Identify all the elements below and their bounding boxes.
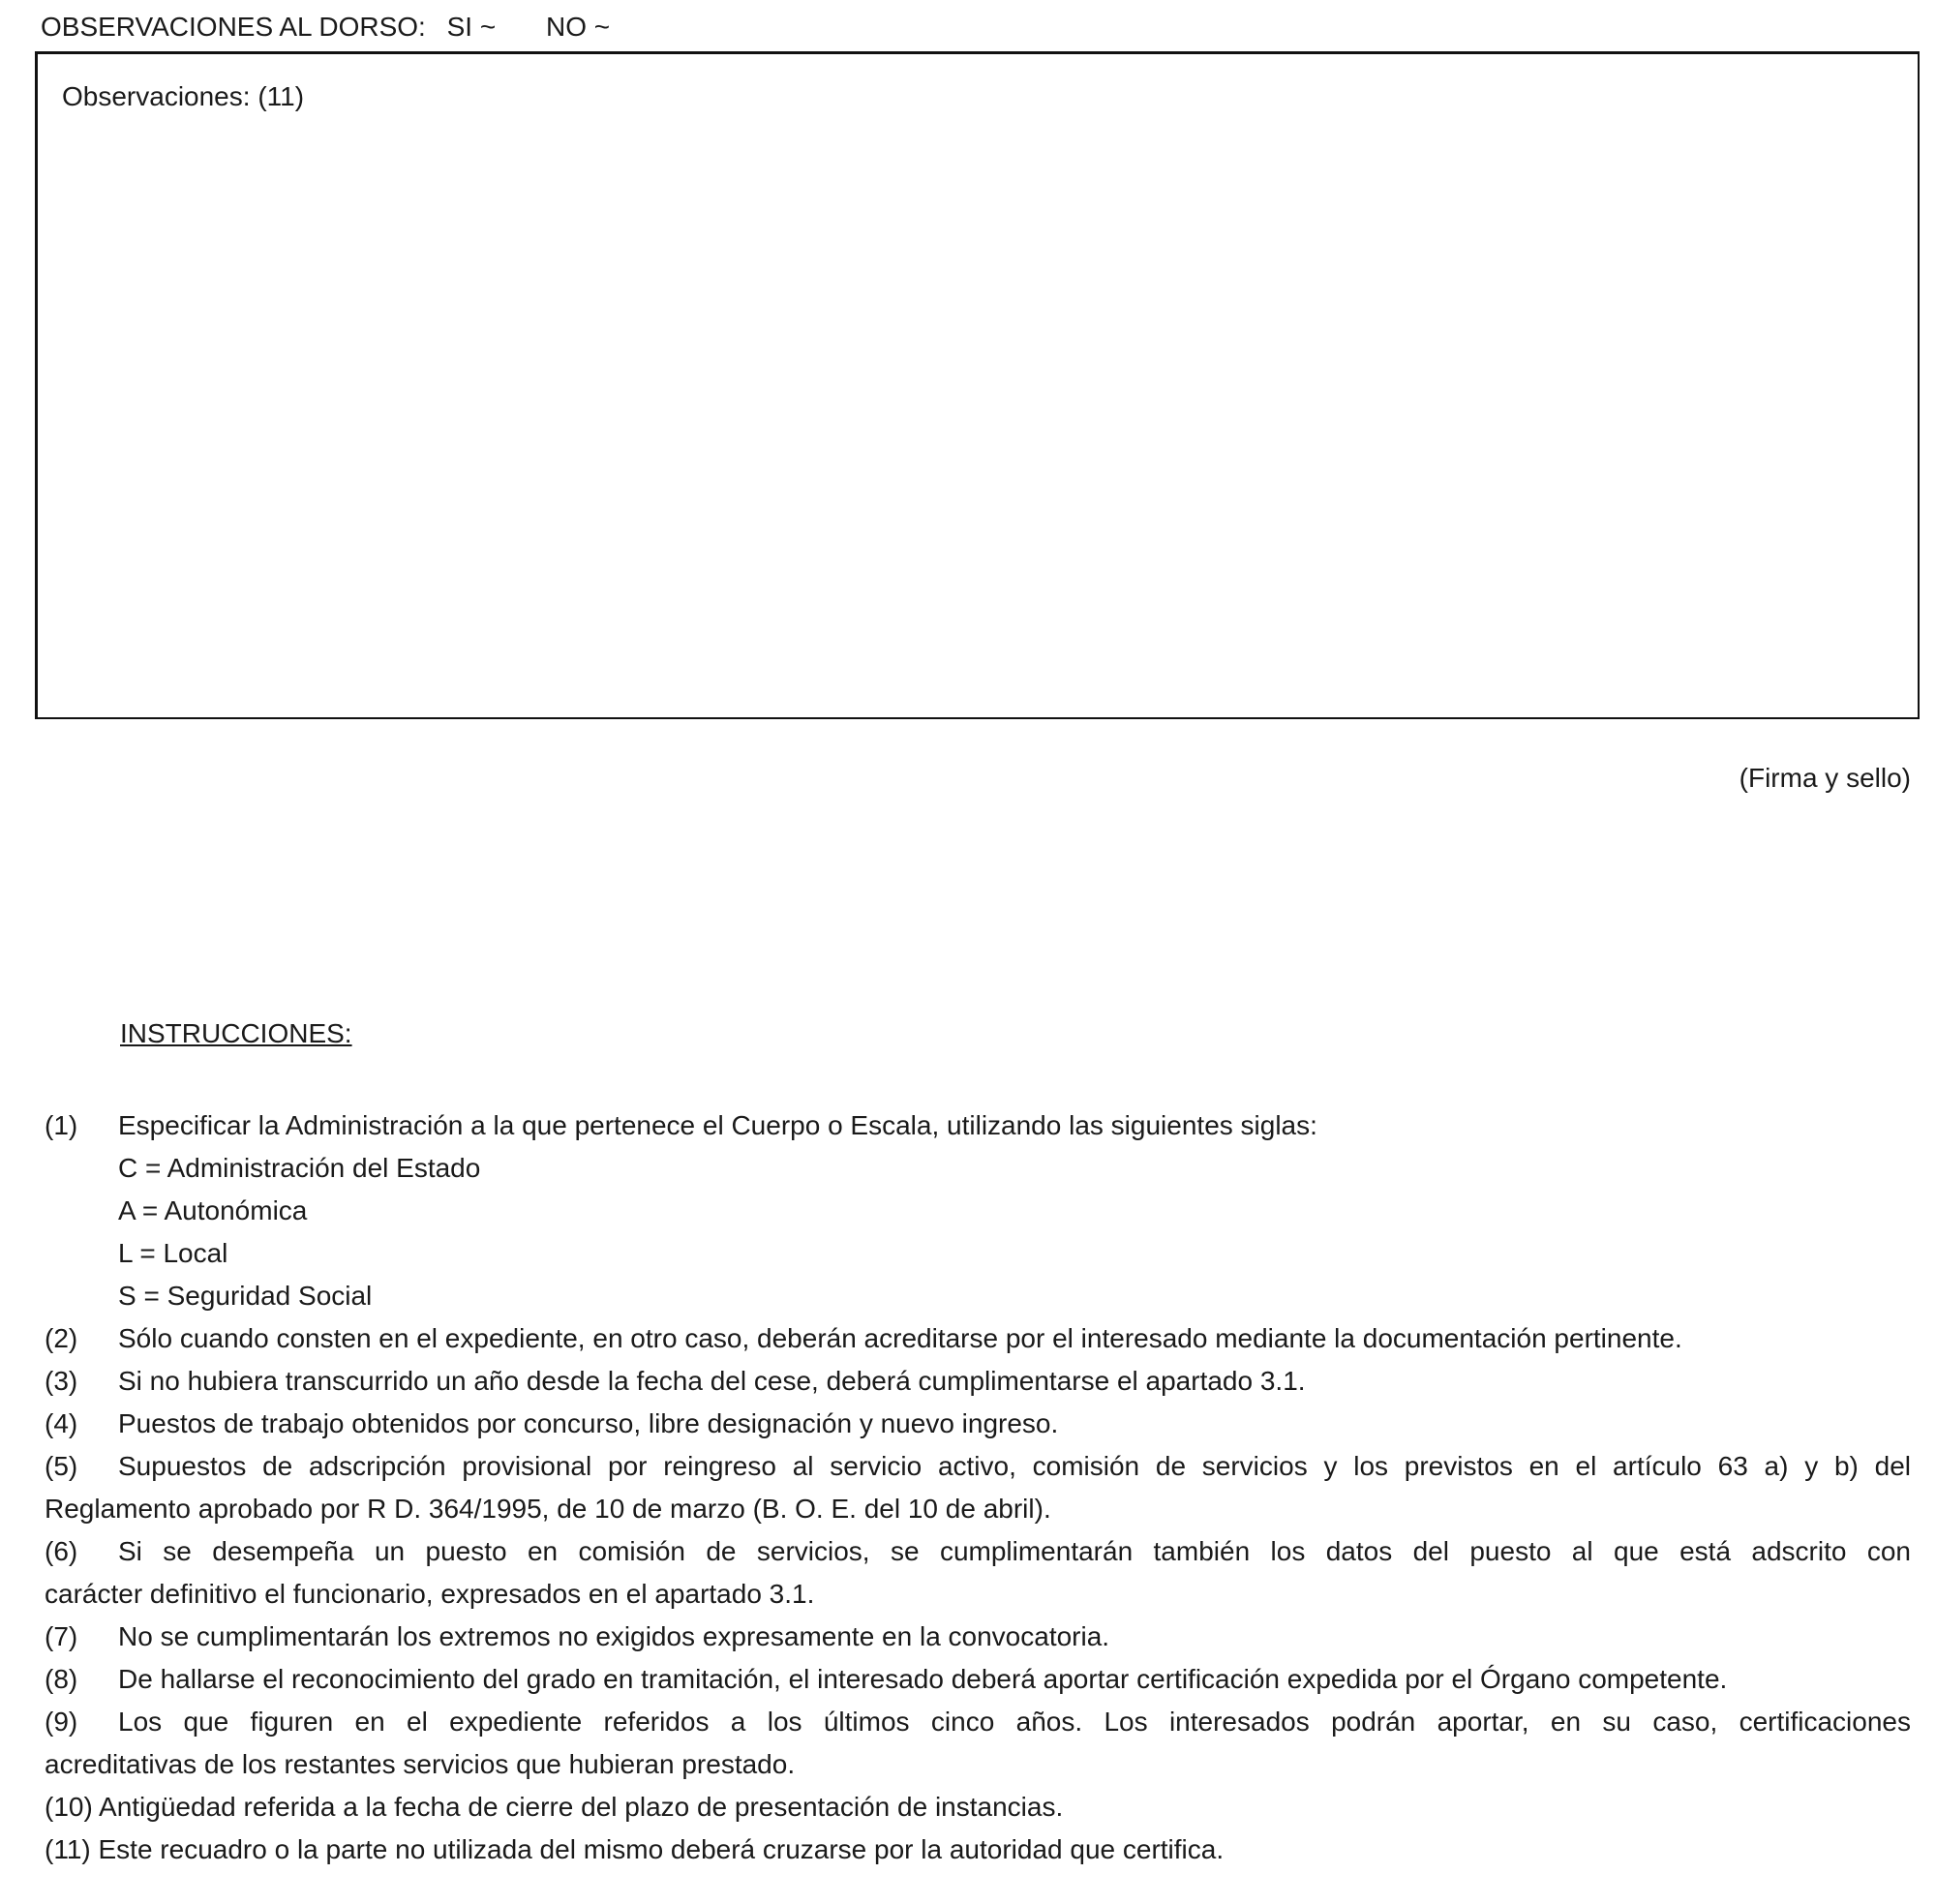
item-number: (9): [45, 1707, 78, 1737]
observaciones-label: Observaciones: (11): [62, 81, 305, 111]
item-number: (2): [45, 1323, 78, 1353]
code-c: C = Administración del Estado: [118, 1153, 481, 1183]
item-text: No se cumplimentarán los extremos no exigidos expresamente en la convocatoria.: [118, 1621, 1110, 1651]
instruction-item-9: [45, 1701, 1911, 1743]
item-text: Si no hubiera transcurrido un año desde la fecha del cese, deberá cumplimentarse el apartado 3.1.: [118, 1366, 1306, 1396]
item-number: (4): [45, 1408, 78, 1438]
instruction-item-10: [45, 1786, 1911, 1828]
instruction-item-4: [45, 1403, 1911, 1445]
code-s: S = Seguridad Social: [118, 1281, 373, 1311]
item-text: Los que figuren en el expediente referidos a los últimos cinco años. Los interesados podrán aportar, en su caso, certificaciones: [118, 1707, 1911, 1737]
observaciones-dorso-header: [41, 12, 623, 43]
code-a: A = Autonómica: [118, 1195, 308, 1225]
item-text: Este recuadro o la parte no utilizada del mismo deberá cruzarse por la autoridad que certifica.: [98, 1834, 1225, 1864]
item-number: (3): [45, 1366, 78, 1396]
instruction-item-6-cont: carácter definitivo el funcionario, expresados en el apartado 3.1.: [45, 1579, 815, 1609]
item-text: Si se desempeña un puesto en comisión de servicios, se cumplimentarán también los datos del puesto al que está adscrito con: [118, 1536, 1911, 1566]
instrucciones-title: INSTRUCCIONES:: [120, 1018, 352, 1048]
firma-y-sello: (Firma y sello): [1739, 763, 1911, 793]
instruction-item-6: [45, 1530, 1911, 1573]
observaciones-box[interactable]: [35, 51, 1920, 719]
instruction-item-9-cont: acreditativas de los restantes servicios que hubieran prestado.: [45, 1749, 796, 1779]
instruction-item-2: [45, 1317, 1911, 1360]
item-number: (1): [45, 1110, 78, 1140]
item-number: (6): [45, 1536, 78, 1566]
option-no[interactable]: NO ~: [545, 12, 611, 42]
item-text: Supuestos de adscripción provisional por reingreso al servicio activo, comisión de servicios y los previstos en el artículo 63 a) y b) del: [118, 1451, 1911, 1481]
item-text: Antigüedad referida a la fecha de cierre del plazo de presentación de instancias.: [99, 1792, 1064, 1822]
header-label: OBSERVACIONES AL DORSO:: [41, 12, 426, 42]
instruction-item-11: [45, 1828, 1911, 1871]
instruction-item-3: [45, 1360, 1911, 1403]
item-number: (10): [45, 1792, 93, 1822]
instruction-item-5: [45, 1445, 1911, 1488]
option-si[interactable]: SI ~: [446, 12, 497, 42]
item-number: (7): [45, 1621, 78, 1651]
item-number: (11): [45, 1834, 91, 1864]
instruction-item-7: [45, 1616, 1911, 1658]
item-text: Puestos de trabajo obtenidos por concurso, libre designación y nuevo ingreso.: [118, 1408, 1059, 1438]
instruction-item-5-cont: Reglamento aprobado por R D. 364/1995, de 10 de marzo (B. O. E. del 10 de abril).: [45, 1494, 1051, 1524]
instrucciones-list: [45, 1104, 1911, 1871]
item-text: Sólo cuando consten en el expediente, en otro caso, deberán acreditarse por el interesado mediante la documentación pertinente.: [118, 1323, 1682, 1353]
item-text: Especificar la Administración a la que pertenece el Cuerpo o Escala, utilizando las siguientes siglas:: [118, 1110, 1317, 1140]
code-l: L = Local: [118, 1238, 228, 1268]
item-number: (5): [45, 1451, 78, 1481]
item-text: De hallarse el reconocimiento del grado en tramitación, el interesado deberá aportar certificación expedida por el Órgano competente.: [118, 1664, 1728, 1694]
item-number: (8): [45, 1664, 78, 1694]
instruction-item-8: [45, 1658, 1911, 1701]
instruction-item-1: [45, 1104, 1911, 1147]
